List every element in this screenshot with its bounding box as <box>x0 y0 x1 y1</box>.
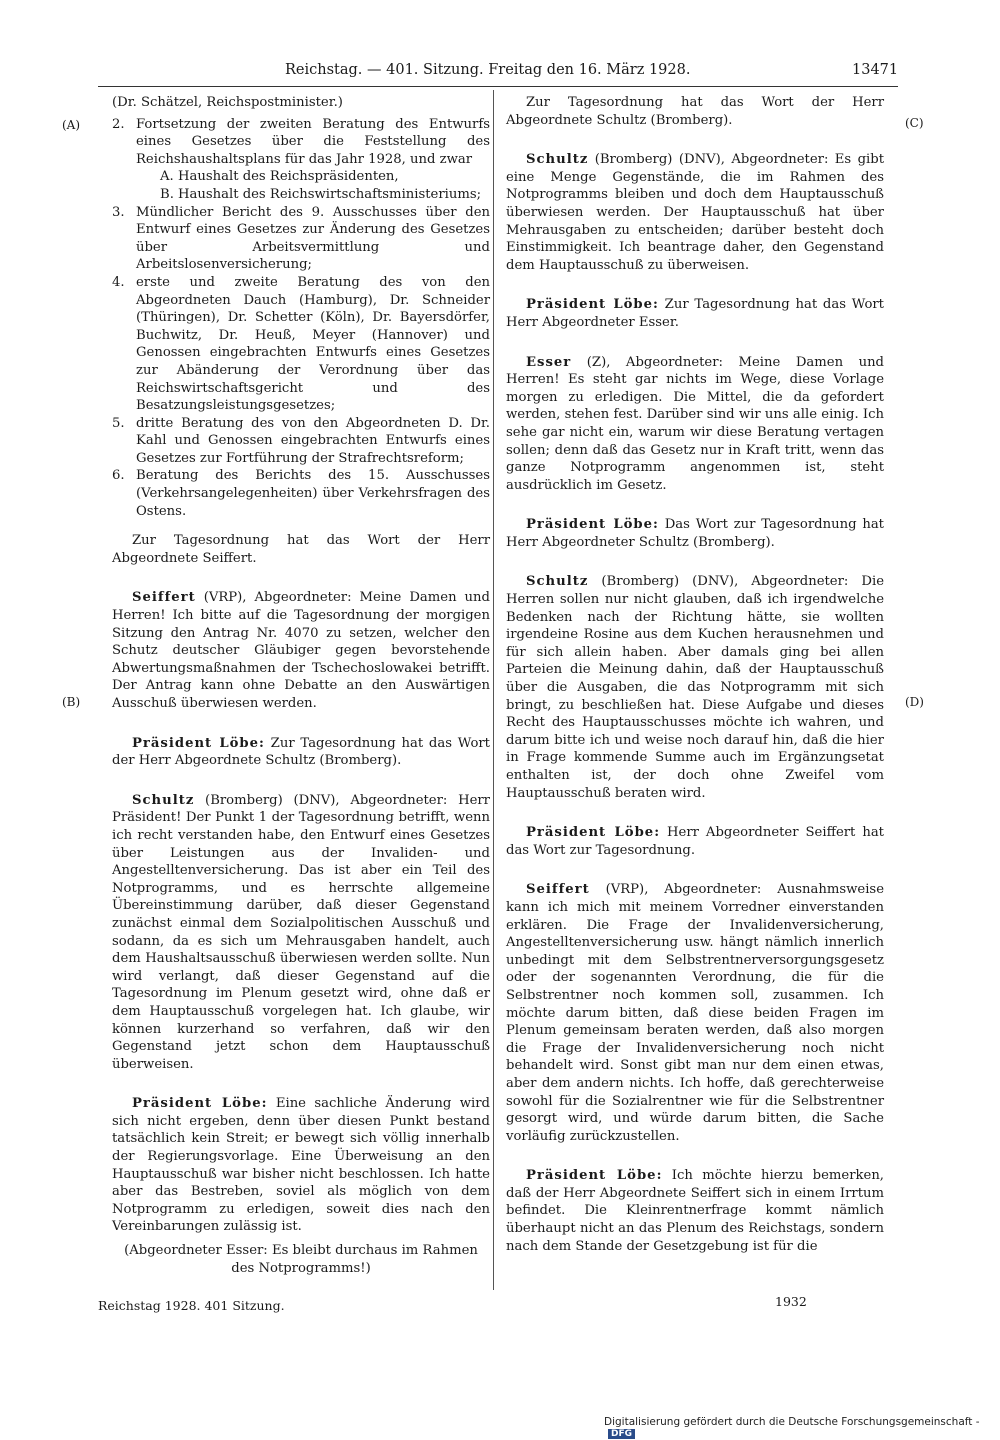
speech-text: (VRP), Abgeordneter: Ausnahmsweise kann ich mich mit meinem Vorredner einverstanden erklären. Die Frage der Invalidenversicherung, Angestelltenversicherung usw. hängt nämlich innerlich unbedingt mit dem Selbstrentnerversorgungsgesetz oder der sogenannten Verordnung, die für die Selbstrentner noch kommen soll, zusammen. Ich möchte darum bitten, daß diese beiden Fragen im Plenum gemeinsam beraten werden, daß also morgen die Frage der Invalidenversicherung noch nicht behandelt wird. Sonst gibt man nur dem einen etwas, aber dem andern nichts. Ich hoffe, daß gerechterweise sowohl für die Sozialrentner wie für die Selbstrentner gesorgt wird, und würde darum bitten, die Sache vorläufig zurückzustellen. <box>506 882 884 1144</box>
agenda-text: erste und zweite Beratung des von den Abgeordneten Dauch (Hamburg), Dr. Schneider (Thüringen), Dr. Schetter (Köln), Dr. Bayersdörfer, Buchwitz, Dr. Heuß, Meyer (Hannover) und Genossen eingebrachten Entwurfs eines Gesetzes zur Abänderung der Verordnung über das Reichswirtschaftsgericht und des Besatzungsleistungsgesetzes; <box>136 274 490 414</box>
sub-text: Haushalt des Reichspräsidenten, <box>178 169 399 185</box>
digitization-credit <box>604 1416 1000 1440</box>
agenda-item <box>112 467 490 520</box>
speech-text: Zur Tagesordnung hat das Wort Herr Abgeordneter Esser. <box>506 297 884 330</box>
agenda-item <box>112 415 490 468</box>
speaker-name: Schultz <box>526 574 589 590</box>
speaker-name: Präsident Löbe: <box>132 735 265 751</box>
agenda-text: Beratung des Berichts des 15. Ausschusses (Verkehrsangelegenheiten) über Verkehrsfragen des Ostens. <box>136 468 490 519</box>
page-header <box>0 62 1000 84</box>
agenda-number: 5. <box>112 415 125 431</box>
speech-paragraph <box>112 735 490 770</box>
speech-text: Zur Tagesordnung hat das Wort der Herr Abgeordnete Schultz (Bromberg). <box>112 735 490 769</box>
speech-text: (VRP), Abgeordneter: Meine Damen und Herren! Ich bitte auf die Tagesordnung der morgigen Sitzung den Antrag Nr. 4070 zu setzen, welcher den Schutz deutscher Gläubiger gegen bevorstehende Abwertungsmaßnahmen der Tschechoslowakei betrifft. Der Antrag kann ohne Debatte an den Auswärtigen Ausschuß überwiesen werden. <box>112 590 490 711</box>
agenda-text: dritte Beratung des von den Abgeordneten D. Dr. Kahl und Genossen eingebrachten Entwurfs eines Gesetzes zur Fortführung der Strafrechtsreform; <box>136 415 490 466</box>
agenda-list <box>112 116 490 521</box>
agenda-sub-item <box>160 168 490 186</box>
speaker-name: Schultz <box>526 152 589 168</box>
speech-paragraph <box>506 354 884 495</box>
column-divider <box>493 90 494 1290</box>
footer-sheet-number: 1932 <box>775 1294 807 1309</box>
margin-letter-c: (C) <box>905 116 924 130</box>
speech-text: (Bromberg) (DNV), Abgeordneter: Es gibt eine Menge Gegenstände, die im Rahmen des Notprogramms bleiben und doch dem Hauptausschuß überwiesen werden. Der Hauptausschuß hat über Mehrausgaben zu entscheiden; darüber besteht doch Einstimmigkeit. Ich beantrage daher, den Gegenstand dem Hauptausschuß zu überweisen. <box>506 152 884 273</box>
agenda-number: 4. <box>112 274 125 290</box>
sub-number: A. <box>160 169 174 185</box>
agenda-sub-list <box>136 168 490 203</box>
agenda-text: Mündlicher Bericht des 9. Ausschusses über den Entwurf eines Gesetzes zur Änderung des Gesetzes über Arbeitsvermittlung und Arbeitslosenversicherung; <box>136 204 490 273</box>
agenda-sub-item <box>160 186 490 204</box>
speaker-name: Präsident Löbe: <box>526 825 661 841</box>
speech-text: Eine sachliche Änderung wird sich nicht ergeben, denn über diesen Punkt bestand tatsächlich kein Streit; er bewegt sich völlig innerhalb der Regierungsvorlage. Eine Überweisung an den Hauptausschuß war bisher nicht beschlossen. Ich hatte aber das Bestreben, soviel als möglich von dem Notprogramm zu erledigen, soweit dies nach den Vereinbarungen zulässig ist. <box>112 1096 490 1235</box>
agenda-text-body: Fortsetzung der zweiten Beratung des Entwurfs eines Gesetzes über die Feststellung des Reichshaushaltsplans für das Jahr 1928, und zwar <box>136 116 490 167</box>
speech-paragraph <box>506 1167 884 1255</box>
margin-letter-b: (B) <box>62 695 81 709</box>
right-column <box>506 94 884 1255</box>
sub-number: B. <box>160 186 174 202</box>
speaker-name: Präsident Löbe: <box>526 1168 663 1184</box>
agenda-item <box>112 204 490 274</box>
page-number: 13471 <box>852 62 899 78</box>
agenda-item <box>112 116 490 204</box>
agenda-number: 3. <box>112 204 125 220</box>
dfg-logo-icon: DFG <box>608 1429 635 1439</box>
agenda-number: 6. <box>112 468 125 484</box>
speech-paragraph <box>112 589 490 712</box>
left-column <box>112 94 490 1285</box>
header-rule <box>98 86 898 87</box>
speech-paragraph <box>506 881 884 1145</box>
speech-paragraph <box>506 296 884 331</box>
speech-text: (Bromberg) (DNV), Abgeordneter: Herr Präsident! Der Punkt 1 der Tagesordnung betrifft, wenn ich recht verstanden habe, den Entwurf eines Gesetzes über Leistungen aus der Invaliden- und Angestelltenversicherung. Das ist aber ein Teil des Notprogramms, und es herrschte allgemeine Übereinstimmung darüber, daß dieser Gegenstand zunächst einmal dem Sozialpolitischen Ausschuß und sodann, da es sich um Mehrausgaben handelt, auch dem Haushaltsausschuß überwiesen werden sollte. Nun wird verlangt, daß dieser Gegenstand auf die Tagesordnung im Plenum gesetzt wird, ohne daß er dem Hauptausschuß vorgelegen hat. Ich glaube, wir können kurzerhand so verfahren, daß wir den Gegenstand jetzt schon dem Hauptausschuß überweisen. <box>112 792 490 1072</box>
speech-paragraph <box>112 532 490 567</box>
speaker-name: Schultz <box>132 792 195 808</box>
footer-signature: Reichstag 1928. 401 Sitzung. <box>98 1298 285 1313</box>
running-head: Reichstag. — 401. Sitzung. Freitag den 16. März 1928. <box>285 62 691 78</box>
speech-text: Ich möchte hierzu bemerken, daß der Herr Abgeordnete Seiffert sich in einem Irrtum befindet. Die Kleinrentnerfrage kommt nämlich überhaupt nicht an das Plenum des Reichstags, sondern nach dem Stande der Gesetzgebung ist für die <box>506 1168 884 1254</box>
speaker-name: Seiffert <box>132 590 196 606</box>
speech-text: Das Wort zur Tagesordnung hat Herr Abgeordneter Schultz (Bromberg). <box>506 517 884 550</box>
margin-letter-a: (A) <box>62 118 81 132</box>
speaker-name: Esser <box>526 354 572 370</box>
agenda-item <box>112 274 490 415</box>
speech-paragraph <box>506 573 884 802</box>
credit-text: Digitalisierung gefördert durch die Deutsche Forschungsgemeinschaft - <box>604 1416 980 1428</box>
speech-text: (Bromberg) (DNV), Abgeordneter: Die Herren sollen nur nicht glauben, daß ich irgendwelche Bedenken nach der Richtung hätte, sie wollten irgendeine Rosine aus dem Kuchen herausnehmen und für sich allein haben. Aber damals ging bei allen Parteien die Meinung dahin, daß der Hauptausschuß über die Ausgaben, die das Notprogramm mit sich bringt, zu beschließen hat. Diese Aufgabe und dieses Recht des Hauptausschusses möchte ich wahren, und darum bitte ich und weise noch darauf hin, daß die hier in Frage kommende Summe auch im Ergänzungsetat enthalten ist, der doch ohne Zweifel vom Hauptausschuß beraten wird. <box>506 574 884 801</box>
speech-text: Zur Tagesordnung hat das Wort der Herr Abgeordnete Schultz (Bromberg). <box>506 95 884 128</box>
speaker-name: Präsident Löbe: <box>526 517 659 533</box>
margin-letter-d: (D) <box>905 695 924 709</box>
speech-paragraph <box>506 151 884 274</box>
speaker-name: Seiffert <box>526 882 590 898</box>
sub-text: Haushalt des Reichswirtschaftsministeriums; <box>178 186 482 202</box>
interjection: (Abgeordneter Esser: Es bleibt durchaus im Rahmen des Notprogramms!) <box>124 1243 478 1276</box>
speech-paragraph <box>112 1095 490 1236</box>
speech-text: Zur Tagesordnung hat das Wort der Herr Abgeordnete Seiffert. <box>112 533 490 566</box>
speech-paragraph <box>506 824 884 859</box>
agenda-number: 2. <box>112 116 125 132</box>
speaker-name: Präsident Löbe: <box>132 1096 268 1112</box>
speech-text: (Z), Abgeordneter: Meine Damen und Herren! Es steht gar nichts im Wege, diese Vorlage morgen zu erledigen. Die Mittel, die da gefordert werden, stehen fest. Darüber sind wir uns alle einig. Ich sehe gar nicht ein, warum wir diese Beratung vertagen sollen; denn daß das Gesetz nur in Kraft tritt, wenn das ganze Notprogramm angenommen ist, steht ausdrücklich im Gesetz. <box>506 354 884 493</box>
speaker-name: Präsident Löbe: <box>526 297 659 313</box>
speech-paragraph <box>506 516 884 551</box>
speech-paragraph <box>112 792 490 1074</box>
agenda-text <box>136 116 490 204</box>
continuation-speaker: (Dr. Schätzel, Reichspostminister.) <box>112 95 343 110</box>
speech-paragraph <box>506 94 884 129</box>
speech-text: Herr Abgeordneter Seiffert hat das Wort zur Tagesordnung. <box>506 825 884 858</box>
